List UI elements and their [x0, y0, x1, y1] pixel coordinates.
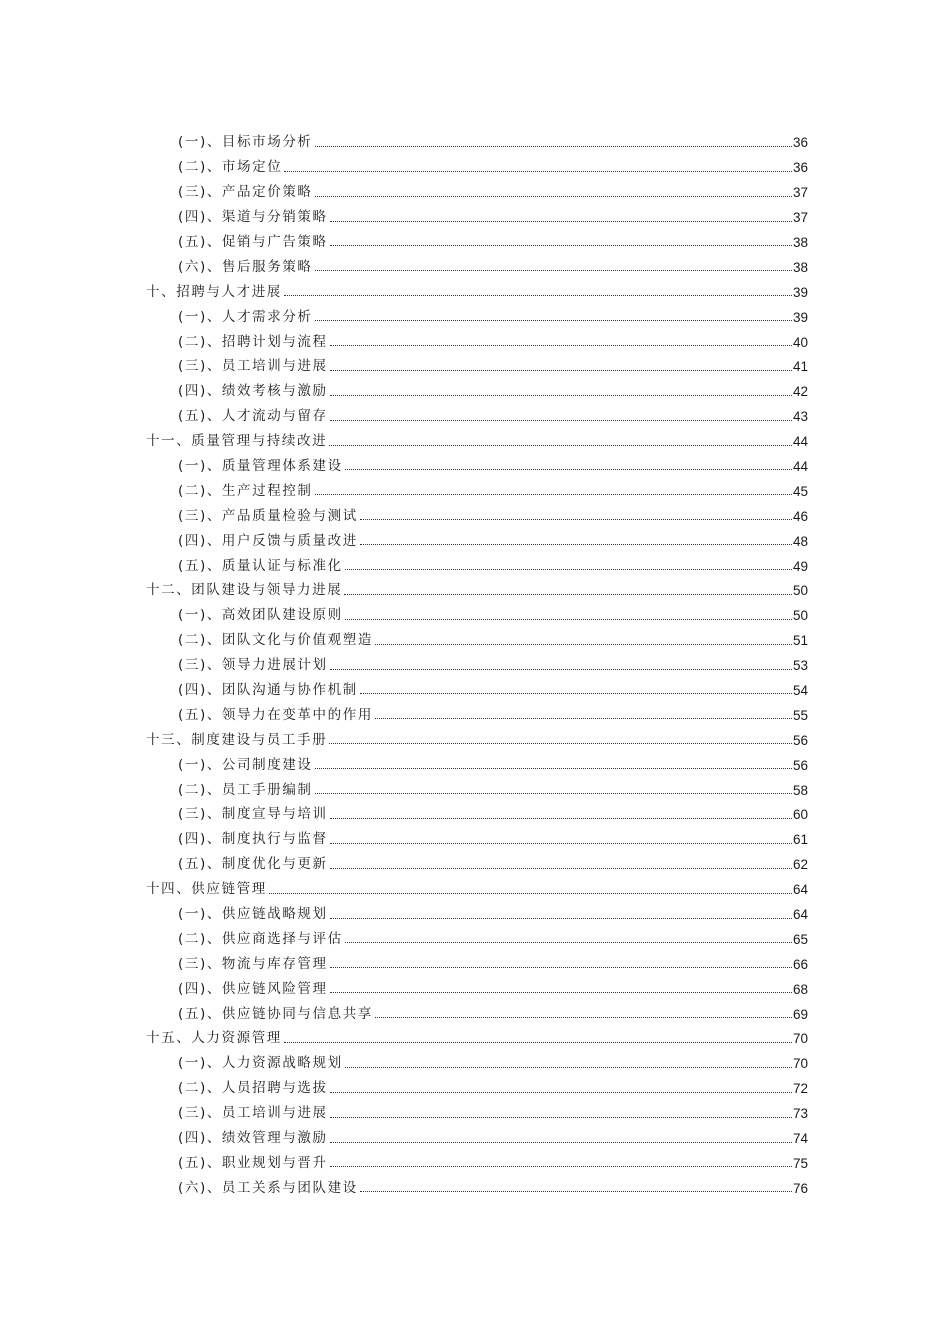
- toc-section-entry[interactable]: [146, 150, 808, 175]
- toc-dot-leader: [345, 569, 792, 570]
- toc-dot-leader: [330, 843, 792, 844]
- toc-page-number: 66: [792, 956, 808, 972]
- toc-page-number: 49: [792, 558, 808, 574]
- toc-dot-leader: [330, 345, 792, 346]
- toc-section-entry[interactable]: [146, 673, 808, 698]
- toc-section-entry[interactable]: [146, 971, 808, 996]
- toc-page-number: 53: [792, 658, 808, 674]
- toc-section-entry[interactable]: [146, 125, 808, 150]
- toc-dot-leader: [375, 644, 792, 645]
- toc-chapter-entry[interactable]: [146, 1021, 808, 1046]
- toc-page-number: 44: [792, 434, 808, 450]
- toc-page-number: 68: [792, 981, 808, 997]
- toc-page-number: 70: [792, 1031, 808, 1047]
- toc-page-number: 46: [792, 508, 808, 524]
- toc-dot-leader: [344, 594, 792, 595]
- toc-entry-title: 十四、供应链管理: [146, 881, 267, 898]
- toc-page-number: 54: [792, 682, 808, 698]
- toc-chapter-entry[interactable]: [146, 573, 808, 598]
- toc-entry-title: (三)、员工培训与进展: [178, 1105, 328, 1122]
- toc-page-number: 51: [792, 633, 808, 649]
- toc-page-number: 42: [792, 384, 808, 400]
- toc-dot-leader: [330, 868, 792, 869]
- toc-entry-title: (四)、团队沟通与协作机制: [178, 681, 358, 698]
- toc-section-entry[interactable]: [146, 449, 808, 474]
- toc-section-entry[interactable]: [146, 1071, 808, 1096]
- toc-section-entry[interactable]: [146, 249, 808, 274]
- toc-entry-title: (三)、员工培训与进展: [178, 358, 328, 375]
- toc-entry-title: 十一、质量管理与持续改进: [146, 433, 328, 450]
- toc-dot-leader: [360, 1191, 792, 1192]
- toc-page-number: 38: [792, 259, 808, 275]
- toc-section-entry[interactable]: [146, 299, 808, 324]
- toc-dot-leader: [284, 171, 792, 172]
- toc-page-number: 74: [792, 1131, 808, 1147]
- toc-entry-title: (四)、绩效管理与激励: [178, 1130, 328, 1147]
- toc-dot-leader: [330, 221, 792, 222]
- toc-section-entry[interactable]: [146, 996, 808, 1021]
- toc-dot-leader: [315, 768, 792, 769]
- toc-dot-leader: [330, 918, 792, 919]
- toc-section-entry[interactable]: [146, 473, 808, 498]
- table-of-contents: [146, 125, 808, 1195]
- toc-section-entry[interactable]: [146, 772, 808, 797]
- toc-entry-title: (五)、人才流动与留存: [178, 408, 328, 425]
- toc-dot-leader: [315, 146, 792, 147]
- toc-page-number: 36: [792, 160, 808, 176]
- toc-entry-title: (五)、促销与广告策略: [178, 233, 328, 250]
- toc-entry-title: (二)、市场定位: [178, 159, 283, 176]
- toc-dot-leader: [330, 370, 792, 371]
- toc-dot-leader: [315, 270, 792, 271]
- toc-entry-title: 十、招聘与人才进展: [146, 283, 282, 300]
- toc-page-number: 55: [792, 707, 808, 723]
- toc-entry-title: (五)、供应链协同与信息共享: [178, 1005, 373, 1022]
- toc-page-number: 56: [792, 732, 808, 748]
- toc-dot-leader: [375, 1017, 792, 1018]
- toc-section-entry[interactable]: [146, 598, 808, 623]
- toc-dot-leader: [330, 245, 792, 246]
- toc-dot-leader: [345, 1067, 792, 1068]
- toc-page-number: 37: [792, 210, 808, 226]
- toc-section-entry[interactable]: [146, 349, 808, 374]
- toc-entry-title: (一)、目标市场分析: [178, 134, 313, 151]
- toc-entry-title: (三)、产品定价策略: [178, 184, 313, 201]
- toc-entry-title: (三)、物流与库存管理: [178, 955, 328, 972]
- toc-entry-title: (四)、渠道与分销策略: [178, 209, 328, 226]
- toc-dot-leader: [330, 395, 792, 396]
- toc-section-entry[interactable]: [146, 324, 808, 349]
- toc-chapter-entry[interactable]: [146, 722, 808, 747]
- toc-entry-title: (四)、绩效考核与激励: [178, 383, 328, 400]
- toc-section-entry[interactable]: [146, 200, 808, 225]
- toc-dot-leader: [360, 693, 792, 694]
- toc-page-number: 75: [792, 1155, 808, 1171]
- toc-section-entry[interactable]: [146, 498, 808, 523]
- toc-page-number: 39: [792, 309, 808, 325]
- toc-entry-title: (一)、供应链战略规划: [178, 906, 328, 922]
- toc-section-entry[interactable]: [146, 822, 808, 847]
- toc-page-number: 65: [792, 931, 808, 947]
- toc-dot-leader: [360, 519, 792, 520]
- toc-section-entry[interactable]: [146, 1096, 808, 1121]
- toc-page-number: 50: [792, 583, 808, 599]
- toc-chapter-entry[interactable]: [146, 424, 808, 449]
- toc-page-number: 56: [792, 757, 808, 773]
- toc-dot-leader: [330, 1166, 792, 1167]
- toc-page-number: 41: [792, 359, 808, 375]
- toc-entry-title: (六)、员工关系与团队建设: [178, 1179, 358, 1196]
- toc-dot-leader: [315, 320, 792, 321]
- toc-page-number: 72: [792, 1081, 808, 1097]
- toc-entry-title: 十三、制度建设与员工手册: [146, 731, 328, 748]
- toc-page-number: 76: [792, 1180, 808, 1196]
- toc-entry-title: (二)、供应商选择与评估: [178, 930, 343, 947]
- toc-section-entry[interactable]: [146, 797, 808, 822]
- toc-dot-leader: [330, 967, 792, 968]
- toc-page-number: 45: [792, 483, 808, 499]
- toc-entry-title: (四)、制度执行与监督: [178, 831, 328, 848]
- toc-dot-leader: [375, 718, 792, 719]
- toc-page-number: 48: [792, 533, 808, 549]
- toc-entry-title: (五)、职业规划与晋升: [178, 1154, 328, 1171]
- toc-section-entry[interactable]: [146, 374, 808, 399]
- toc-page-number: 44: [792, 458, 808, 474]
- toc-dot-leader: [330, 1092, 792, 1093]
- toc-chapter-entry[interactable]: [146, 872, 808, 897]
- toc-page-number: 64: [792, 882, 808, 898]
- toc-page-number: 40: [792, 334, 808, 350]
- toc-page-number: 61: [792, 832, 808, 848]
- toc-entry-title: (四)、用户反馈与质量改进: [178, 532, 358, 549]
- toc-entry-title: (一)、高效团队建设原则: [178, 607, 343, 624]
- toc-entry-title: (二)、人员招聘与选拔: [178, 1080, 328, 1097]
- toc-entry-title: (二)、团队文化与价值观塑造: [178, 632, 373, 649]
- toc-section-entry[interactable]: [146, 1170, 808, 1195]
- toc-section-entry[interactable]: [146, 747, 808, 772]
- toc-page-number: 62: [792, 857, 808, 873]
- toc-section-entry[interactable]: [146, 548, 808, 573]
- toc-entry-title: (二)、生产过程控制: [178, 482, 313, 499]
- toc-entry-title: 十五、人力资源管理: [146, 1030, 282, 1047]
- toc-entry-title: (二)、招聘计划与流程: [178, 333, 328, 350]
- toc-dot-leader: [330, 1117, 792, 1118]
- toc-entry-title: (五)、质量认证与标准化: [178, 557, 343, 574]
- toc-dot-leader: [330, 1142, 792, 1143]
- toc-entry-title: 十二、团队建设与领导力进展: [146, 582, 343, 599]
- toc-dot-leader: [345, 469, 792, 470]
- toc-dot-leader: [330, 818, 792, 819]
- toc-entry-title: (四)、供应链风险管理: [178, 980, 328, 997]
- toc-section-entry[interactable]: [146, 1121, 808, 1146]
- toc-dot-leader: [329, 445, 792, 446]
- toc-page-number: 43: [792, 409, 808, 425]
- toc-section-entry[interactable]: [146, 648, 808, 673]
- toc-entry-title: (三)、领导力进展计划: [178, 657, 328, 674]
- toc-dot-leader: [329, 743, 792, 744]
- toc-section-entry[interactable]: [146, 922, 808, 947]
- toc-section-entry[interactable]: [146, 1046, 808, 1071]
- toc-section-entry[interactable]: [146, 946, 808, 971]
- toc-dot-leader: [360, 544, 792, 545]
- toc-entry-title: (六)、售后服务策略: [178, 258, 313, 275]
- toc-page-number: 39: [792, 284, 808, 300]
- toc-dot-leader: [330, 669, 792, 670]
- toc-page-number: 38: [792, 234, 808, 250]
- toc-section-entry[interactable]: [146, 697, 808, 722]
- toc-page-number: 70: [792, 1056, 808, 1072]
- toc-chapter-entry[interactable]: [146, 274, 808, 299]
- toc-entry-title: (一)、质量管理体系建设: [178, 457, 343, 474]
- toc-page-number: 37: [792, 185, 808, 201]
- toc-page-number: 69: [792, 1006, 808, 1022]
- toc-entry-title: (一)、人才需求分析: [178, 308, 313, 325]
- toc-dot-leader: [330, 420, 792, 421]
- toc-dot-leader: [315, 196, 792, 197]
- toc-section-entry[interactable]: [146, 623, 808, 648]
- toc-page-number: 64: [792, 907, 808, 922]
- toc-dot-leader: [345, 619, 792, 620]
- toc-page-number: 58: [792, 782, 808, 798]
- toc-section-entry[interactable]: [146, 523, 808, 548]
- toc-section-entry[interactable]: [146, 175, 808, 200]
- toc-section-entry[interactable]: [146, 399, 808, 424]
- toc-page-number: 50: [792, 608, 808, 624]
- toc-dot-leader: [330, 992, 792, 993]
- toc-page-number: 36: [792, 135, 808, 151]
- toc-section-entry[interactable]: [146, 225, 808, 250]
- toc-section-entry[interactable]: [146, 897, 808, 922]
- toc-page-number: 73: [792, 1106, 808, 1122]
- toc-page-number: 60: [792, 807, 808, 823]
- toc-dot-leader: [345, 942, 792, 943]
- toc-entry-title: (二)、员工手册编制: [178, 781, 313, 798]
- toc-entry-title: (一)、人力资源战略规划: [178, 1055, 343, 1072]
- toc-entry-title: (一)、公司制度建设: [178, 756, 313, 773]
- toc-section-entry[interactable]: [146, 847, 808, 872]
- toc-entry-title: (三)、制度宣导与培训: [178, 806, 328, 823]
- toc-dot-leader: [284, 295, 792, 296]
- toc-dot-leader: [269, 893, 792, 894]
- toc-entry-title: (五)、领导力在变革中的作用: [178, 706, 373, 723]
- toc-dot-leader: [284, 1042, 792, 1043]
- toc-dot-leader: [315, 793, 792, 794]
- toc-entry-title: (三)、产品质量检验与测试: [178, 507, 358, 524]
- toc-section-entry[interactable]: [146, 1146, 808, 1171]
- toc-dot-leader: [315, 494, 792, 495]
- toc-entry-title: (五)、制度优化与更新: [178, 856, 328, 873]
